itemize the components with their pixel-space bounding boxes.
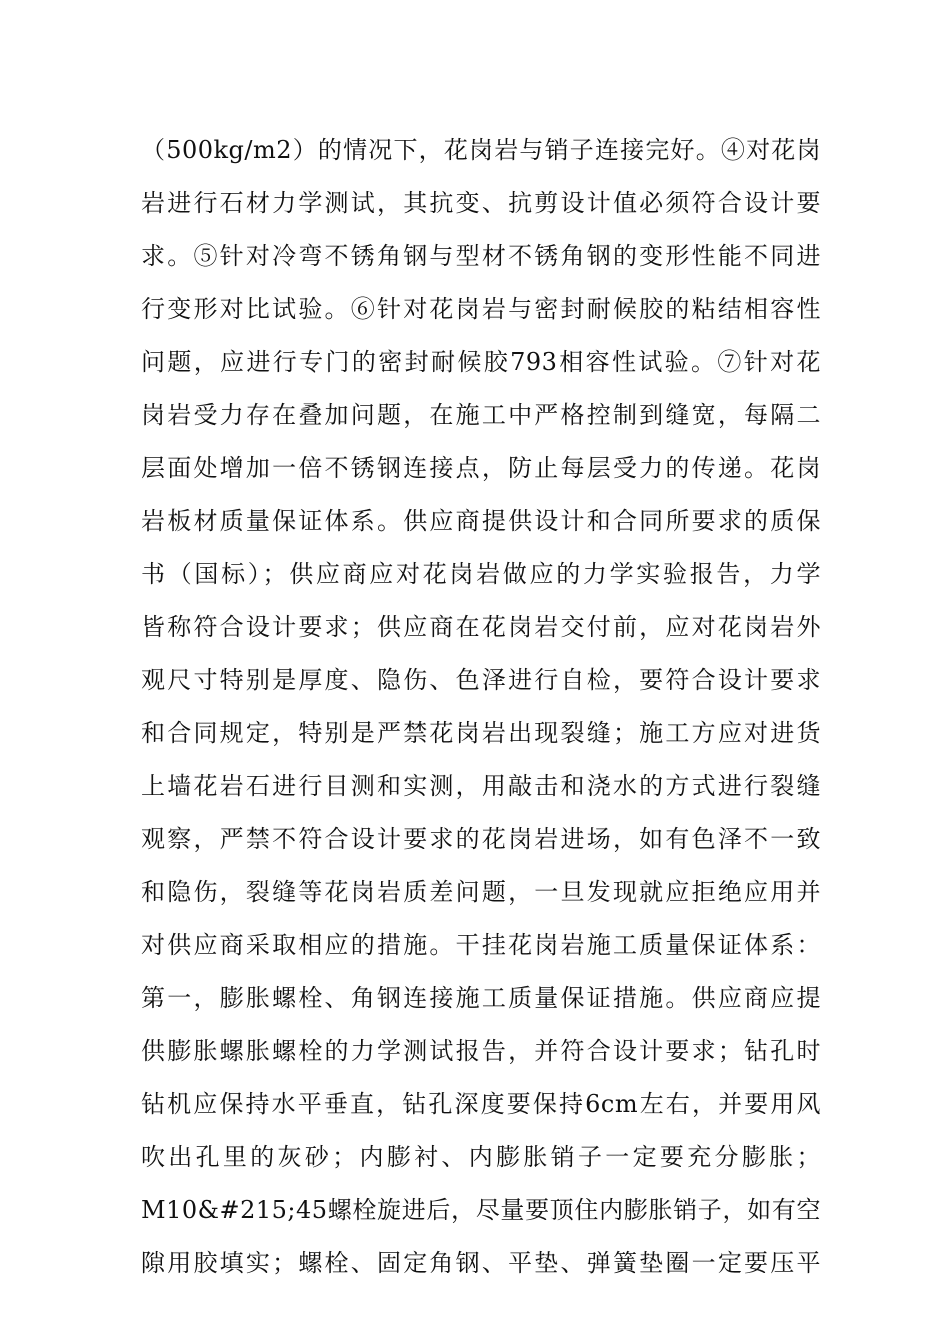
- text-line: 钻机应保持水平垂直，钻孔深度要保持6cm左右，并要用风: [141, 1090, 821, 1118]
- text-line: 岩进行石材力学测试，其抗变、抗剪设计值必须符合设计要: [141, 189, 821, 217]
- body-text: [141, 124, 821, 1290]
- text-line: 和隐伤，裂缝等花岗岩质差问题，一旦发现就应拒绝应用并: [141, 878, 821, 906]
- text-line: 观察，严禁不符合设计要求的花岗岩进场，如有色泽不一致: [141, 825, 821, 853]
- text-line: 书（国标）；供应商应对花岗岩做应的力学实验报告，力学: [141, 560, 821, 588]
- text-line: 吹出孔里的灰砂；内膨衬、内膨胀销子一定要充分膨胀；: [141, 1143, 821, 1171]
- text-line: 行变形对比试验。⑥针对花岗岩与密封耐候胶的粘结相容性: [141, 295, 821, 323]
- text-line: 观尺寸特别是厚度、隐伤、色泽进行自检，要符合设计要求: [141, 666, 821, 694]
- text-line: 和合同规定，特别是严禁花岗岩出现裂缝；施工方应对进货: [141, 719, 821, 747]
- text-line: 问题，应进行专门的密封耐候胶793相容性试验。⑦针对花: [141, 348, 821, 376]
- text-line: （500kg/m2）的情况下，花岗岩与销子连接完好。④对花岗: [141, 136, 821, 164]
- text-line: 供膨胀螺胀螺栓的力学测试报告，并符合设计要求；钻孔时: [141, 1037, 821, 1065]
- text-line: 对供应商采取相应的措施。干挂花岗岩施工质量保证体系：: [141, 931, 821, 959]
- text-line: 第一，膨胀螺栓、角钢连接施工质量保证措施。供应商应提: [141, 984, 821, 1012]
- text-line: 求。⑤针对冷弯不锈角钢与型材不锈角钢的变形性能不同进: [141, 242, 821, 270]
- text-line: 岗岩受力存在叠加问题，在施工中严格控制到缝宽，每隔二: [141, 401, 821, 429]
- text-line: 上墙花岩石进行目测和实测，用敲击和浇水的方式进行裂缝: [141, 772, 821, 800]
- text-line: 层面处增加一倍不锈钢连接点，防止每层受力的传递。花岗: [141, 454, 821, 482]
- text-line: 隙用胶填实；螺栓、固定角钢、平垫、弹簧垫圈一定要压平: [141, 1249, 821, 1277]
- text-line: 皆称符合设计要求；供应商在花岗岩交付前，应对花岗岩外: [141, 613, 821, 641]
- text-line: 岩板材质量保证体系。供应商提供设计和合同所要求的质保: [141, 507, 821, 535]
- text-line: M10&#215;45螺栓旋进后，尽量要顶住内膨胀销子，如有空: [141, 1196, 821, 1224]
